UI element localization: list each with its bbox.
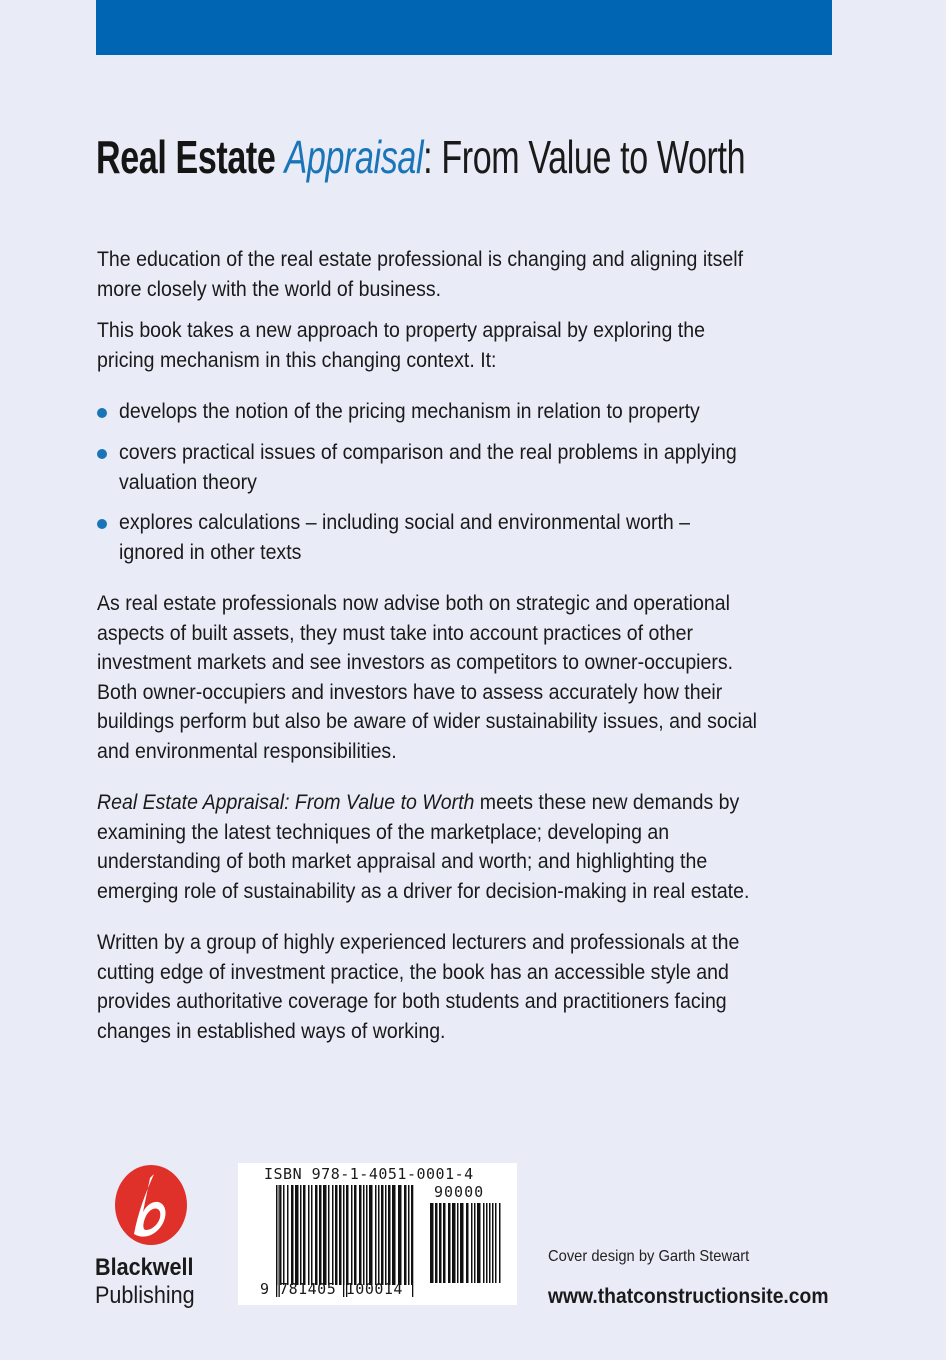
barcode-bar xyxy=(283,1185,285,1285)
text-line: changes in established ways of working. xyxy=(97,1019,446,1043)
text-line: and environmental responsibilities. xyxy=(97,739,397,763)
barcode-bar xyxy=(315,1185,318,1285)
barcode-bar xyxy=(404,1185,407,1285)
text-line: investment markets and see investors as competitors to owner-occupiers. xyxy=(97,651,734,675)
isbn-text: ISBN 978-1-4051-0001-4 xyxy=(264,1165,474,1183)
barcode-bar xyxy=(363,1185,365,1285)
barcode-bar xyxy=(466,1203,469,1283)
barcode-bar xyxy=(477,1203,481,1283)
barcode-bar xyxy=(499,1203,501,1283)
text-line: The education of the real estate professional is changing and aligning itself xyxy=(97,248,744,271)
text-line: This book takes a new approach to property appraisal by exploring the xyxy=(97,319,705,342)
barcode-guard-bar xyxy=(412,1185,413,1297)
barcode-bar xyxy=(335,1185,338,1285)
bullet-item xyxy=(97,438,783,497)
cover-credit: Cover design by Garth Stewart xyxy=(548,1248,750,1265)
barcode-bar xyxy=(443,1203,446,1283)
barcode-bar xyxy=(392,1185,396,1285)
paragraph xyxy=(97,928,788,1046)
barcode-bar xyxy=(300,1185,302,1285)
barcode-bar xyxy=(439,1203,442,1283)
book-title-ref: Real Estate Appraisal: From Value to Worth xyxy=(97,791,475,814)
barcode-bar xyxy=(319,1185,322,1285)
barcode-bar xyxy=(457,1203,459,1283)
bullet-icon xyxy=(97,408,107,418)
barcode-bar xyxy=(366,1185,368,1285)
bullet-item xyxy=(97,508,733,567)
barcode-bar xyxy=(381,1185,384,1285)
barcode-bar xyxy=(378,1185,380,1285)
text-line: more closely with the world of business. xyxy=(97,277,442,301)
website-link[interactable]: www.thatconstructionsite.com xyxy=(548,1285,829,1308)
ean-number: 9 781405 100014 xyxy=(260,1280,403,1298)
barcode-bar xyxy=(388,1185,391,1285)
isbn-barcode xyxy=(238,1163,517,1305)
text-line: emerging role of sustainability as a driver for decision-making in real estate. xyxy=(97,879,750,903)
barcode-bar xyxy=(351,1185,353,1285)
barcode-bar xyxy=(291,1185,294,1285)
barcode-bar xyxy=(354,1185,357,1285)
text-fragment: meets these new demands by xyxy=(474,791,740,814)
text-line: explores calculations – including social and environmental worth – xyxy=(119,511,691,534)
barcode-bar xyxy=(460,1203,464,1283)
text-line: Written by a group of highly experienced lecturers and professionals at the xyxy=(97,931,740,954)
barcode-bar xyxy=(483,1203,485,1283)
barcode-bar xyxy=(430,1203,434,1283)
text-line: ignored in other texts xyxy=(119,540,302,564)
barcode-bar xyxy=(280,1185,282,1285)
paragraph xyxy=(97,316,751,375)
paragraph xyxy=(97,245,792,304)
title-bold: Real Estate xyxy=(96,131,276,183)
publisher-sub: Publishing xyxy=(95,1282,195,1309)
book-title xyxy=(96,130,745,184)
barcode-bar xyxy=(295,1185,299,1285)
text-line: provides authoritative coverage for both students and practitioners facing xyxy=(97,990,727,1014)
title-rest: : From Value to Worth xyxy=(423,131,746,183)
text-line: cutting edge of investment practice, the book has an accessible style and xyxy=(97,960,729,984)
barcode-bar xyxy=(328,1185,330,1285)
barcode-bar xyxy=(339,1185,342,1285)
barcode-bar xyxy=(398,1185,402,1285)
title-italic: Appraisal xyxy=(284,131,424,183)
text-line: buildings perform but also be aware of wider sustainability issues, and social xyxy=(97,710,758,734)
barcode-bar xyxy=(287,1185,289,1285)
barcode-bar xyxy=(408,1185,410,1285)
barcode-bar xyxy=(323,1185,327,1285)
barcode-bar xyxy=(452,1203,456,1283)
paragraph xyxy=(97,589,807,767)
publisher-name: Blackwell xyxy=(95,1254,194,1281)
barcode-bar xyxy=(332,1185,334,1285)
barcode-bar xyxy=(303,1185,306,1285)
bullet-icon xyxy=(97,519,107,529)
barcode-bar xyxy=(375,1185,377,1285)
price-code: 90000 xyxy=(434,1183,485,1201)
barcode-bar xyxy=(448,1203,451,1283)
barcode-bar xyxy=(359,1185,362,1285)
barcode-bar xyxy=(385,1185,387,1285)
bullet-item xyxy=(97,397,744,427)
text-line: pricing mechanism in this changing context. It: xyxy=(97,348,497,372)
barcode-bar xyxy=(311,1185,313,1285)
barcode-bar xyxy=(308,1185,310,1285)
bullet-icon xyxy=(97,449,107,459)
top-color-band xyxy=(96,0,832,55)
barcode-bar xyxy=(435,1203,438,1283)
barcode-bar xyxy=(486,1203,488,1283)
barcode-bar xyxy=(492,1203,494,1283)
paragraph xyxy=(97,788,799,906)
text-line: As real estate professionals now advise both on strategic and operational xyxy=(97,592,730,615)
text-line xyxy=(97,788,749,818)
barcode-bar xyxy=(471,1203,473,1283)
text-line: examining the latest techniques of the marketplace; developing an xyxy=(97,820,670,844)
text-line: understanding of both market appraisal and worth; and highlighting the xyxy=(97,850,708,874)
barcode-bar xyxy=(495,1203,497,1283)
barcode-bar xyxy=(489,1203,491,1283)
barcode-bar xyxy=(474,1203,476,1283)
text-line: valuation theory xyxy=(119,470,257,494)
text-line: aspects of built assets, they must take into account practices of other xyxy=(97,621,693,645)
barcode-bar xyxy=(369,1185,373,1285)
text-line: Both owner-occupiers and investors have to assess accurately how their xyxy=(97,680,723,704)
text-line: covers practical issues of comparison and the real problems in applying xyxy=(119,441,737,464)
text-line: develops the notion of the pricing mechanism in relation to property xyxy=(119,400,700,423)
blackwell-logo-icon xyxy=(110,1164,192,1246)
